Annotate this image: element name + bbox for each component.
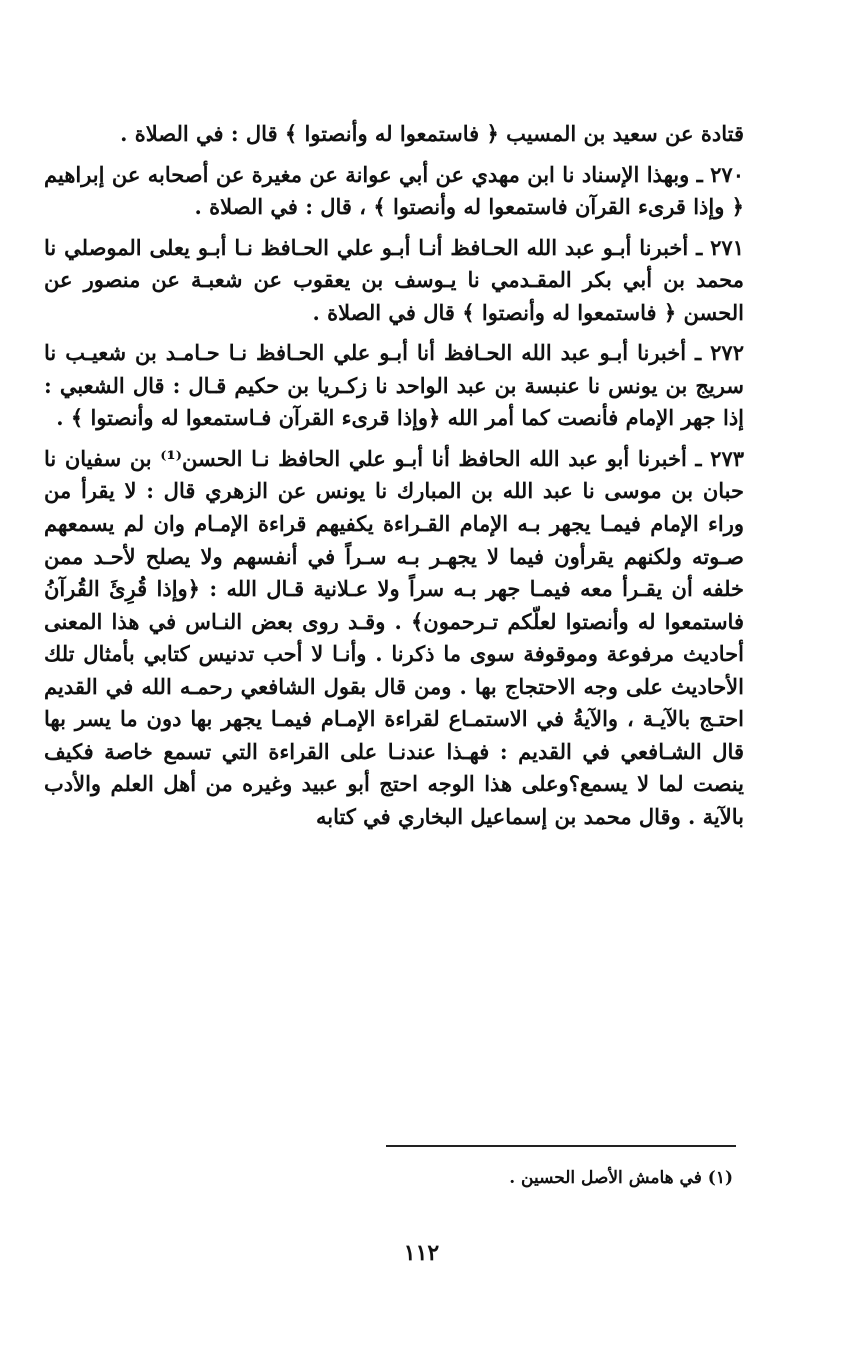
paragraph-270: ٢٧٠ ـ وبهذا الإسناد نا ابن مهدي عن أبي عوانة عن مغيرة عن أصحابه عن إبراهيم ﴿ وإذا قرىء القرآن فاستمعوا له وأنصتوا ﴾ ، قال : في الصلاة . — [44, 161, 744, 220]
paragraph-273: ٢٧٣ ـ أخبرنا أبو عبد الله الحافظ أنا أبـو علي الحافظ نـا الحسن⁽¹⁾ بن سفيان نا حبان بن موسى نا عبد الله بن المبارك نا يونس عن الزهري قال : لا يقرأ من وراء الإمام فيمـا يجهر بـه الإمام القـراءة يكفيهم قراءة الإمـام وان لم يسمعهم صـوته ولكنهم يقرأون فيما لا يجهـر بـه سـراً في أنفسهم ولا يصلح لأحـد ممن خلفه أن يقـرأ معه فيمـا جهر بـه سراً ولا عـلانية قـال الله : ﴿وإذا قُرِئَ القُرآنُ فاستمعوا له وأنصتوا لعلّكم تـرحمون﴾ . وقـد روى بعض النـاس في هذا المعنى أحاديث مرفوعة وموقوفة سوى ما ذكرنا . وأنـا لا أحب تدنيس كتابي بأمثال تلك الأحاديث على وجه الاحتجاج بها . ومن قال بقول الشافعي رحمـه الله في القديم احتـج بالآيـة ، والآيةُ في الاستمـاع لقراءة الإمـام فيمـا يجهر بها دون ما يسر بها قال الشـافعي في القديم : فهـذا عندنـا على القراءة التي تسمع خاصة فكيف ينصت لما لا يسمع؟وعلى هذا الوجه احتج أبو عبيد وغيره من أهل العلم والأدب بالآية . وقال محمد بن إسماعيل البخاري في كتابه — [44, 445, 745, 829]
footnote-divider — [386, 1145, 736, 1147]
page-number: ١١٢ — [403, 1240, 440, 1266]
paragraph-continuation: قتادة عن سعيد بن المسيب ﴿ فاستمعوا له وأنصتوا ﴾ قال : في الصلاة . — [120, 121, 744, 146]
paragraph-271: ٢٧١ ـ أخبرنا أبـو عبد الله الحـافظ أنـا أبـو علي الحـافظ نـا أبـو يعلى الموصلي نا محمد بن أبي بكر المقـدمي نا يـوسف بن يعقوب عن شعبـة عن منصور عن الحسن ﴿ فاستمعوا له وأنصتوا ﴾ قال في الصلاة . — [44, 234, 744, 325]
footnote: (١) في هامش الأصل الحسين . — [509, 1168, 733, 1188]
paragraph-272: ٢٧٢ ـ أخبرنا أبـو عبد الله الحـافظ أنا أبـو علي الحـافظ نـا حـامـد بن شعيـب نا سريج بن يونس نا عنبسة بن عبد الواحد نا زكـريا بن حكيم قـال : قال الشعبي : إذا جهر الإمام فأنصت كما أمر الله ﴿وإذا قرىء القرآن فـاستمعوا له وأنصتوا ﴾ . — [44, 340, 744, 431]
main-text — [44, 118, 744, 841]
